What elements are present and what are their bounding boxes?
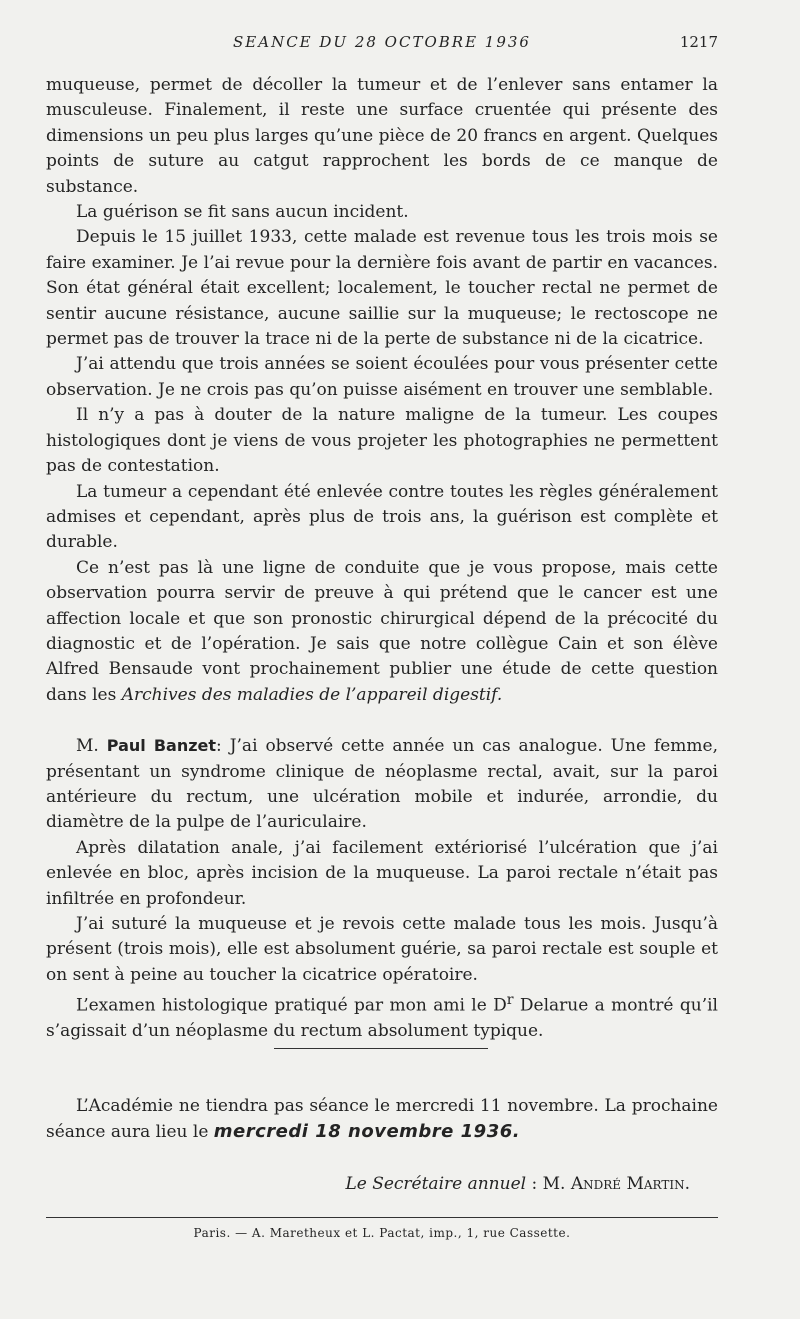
printer-imprint: Paris. — A. Maretheux et L. Pactat, imp., 1, rue Cassette.: [193, 1226, 571, 1240]
paragraph-11-text-a: L’examen histologique pratiqué par mon ami le D: [76, 995, 507, 1016]
secretary-signature: [46, 1174, 690, 1194]
paragraph-10: J’ai suturé la muqueuse et je revois cette malade tous les mois. Jusqu’à présent (trois mois), elle est absolument guérie, sa paroi rectale est souple et on sent à peine au toucher la cicatrice opératoire.: [46, 914, 718, 985]
secretary-separator: : M.: [526, 1174, 571, 1194]
announcement: [46, 1094, 718, 1146]
journal-title: Archives des maladies de l’appareil digestif.: [121, 684, 503, 705]
paragraph-7-text: Ce n’est pas là une ligne de conduite que je vous propose, mais cette observation pourra servir de preuve à qui prétend que le cancer est une affection locale et que son pronostic chirurgical dépend de la précocité du diagnostic et de l’opération. Je sais que notre collègue Cain et son élève Alfred Bensaude vont prochainement publier une étude de cette question dans les: [46, 557, 718, 705]
main-text: [46, 73, 718, 1045]
running-header: [46, 33, 718, 55]
announcement-text: L’Académie ne tiendra pas séance le mercredi 11 novembre. La prochaine séance aura lieu le: [46, 1096, 718, 1143]
footer-divider: [46, 1217, 718, 1218]
secretary-name: André Martin.: [570, 1174, 690, 1194]
paragraph-2: La guérison se fit sans aucun incident.: [76, 202, 409, 223]
speaker-name: Paul Banzet: [106, 736, 217, 756]
paragraph-1: muqueuse, permet de décoller la tumeur et de l’enlever sans entamer la musculeuse. Finalement, il reste une surface cruentée qui présente des dimensions un peu plus larges qu’une pièce de 20 francs en argent. Quelques points de suture au catgut rapprochent les bords de ce manque de substance.: [46, 75, 718, 197]
speaker-prefix: M.: [76, 736, 99, 757]
paragraph-11-text-b: Delarue a montré qu’il s’agissait d’un néoplasme du rectum absolument typique.: [46, 995, 718, 1042]
paragraph-3: Depuis le 15 juillet 1933, cette malade est revenue tous les trois mois se faire examiner. Je l’ai revue pour la dernière fois avant de partir en vacances. Son état général était excellent; localement, le toucher rectal ne permet de sentir aucune résistance, aucune saillie sur la muqueuse; le rectoscope ne permet pas de trouver la trace ni de la perte de substance ni de la cicatrice.: [46, 227, 718, 350]
paragraph-6: La tumeur a cependant été enlevée contre toutes les règles généralement admises et cependant, après plus de trois ans, la guérison est complète et durable.: [46, 481, 718, 553]
paragraph-9: Après dilatation anale, j’ai facilement extériorisé l’ulcération que j’ai enlevée en bloc, après incision de la muqueuse. La paroi rectale n’était pas infiltrée en profondeur.: [46, 837, 718, 909]
secretary-label: Le Secrétaire annuel: [345, 1174, 527, 1194]
announcement-paragraph: [46, 1094, 718, 1146]
paragraph-7: [46, 556, 718, 708]
paragraph-5: Il n’y a pas à douter de la nature maligne de la tumeur. Les coupes histologiques dont je viens de vous projeter les photographies ne permettent pas de contestation.: [46, 405, 718, 477]
doctor-abbrev-sup: r: [506, 992, 514, 1009]
paragraph-4: J’ai attendu que trois années se soient écoulées pour vous présenter cette observation. Je ne crois pas qu’on puisse aisément en trouver une semblable.: [46, 354, 718, 400]
paragraph-8: [46, 733, 718, 836]
section-divider: [274, 1048, 488, 1049]
next-session-date: mercredi 18 novembre 1936.: [213, 1121, 521, 1143]
header-title: SEANCE DU 28 OCTOBRE 1936: [233, 33, 531, 51]
paragraph-11: [46, 988, 718, 1044]
paragraph-8-text: : J’ai observé cette année un cas analogue. Une femme, présentant un syndrome clinique de néoplasme rectal, avait, sur la paroi antérieure du rectum, une ulcération mobile et indurée, arrondie, du diamètre de la pulpe de l’auriculaire.: [46, 736, 719, 833]
page-number: 1217: [679, 33, 718, 51]
